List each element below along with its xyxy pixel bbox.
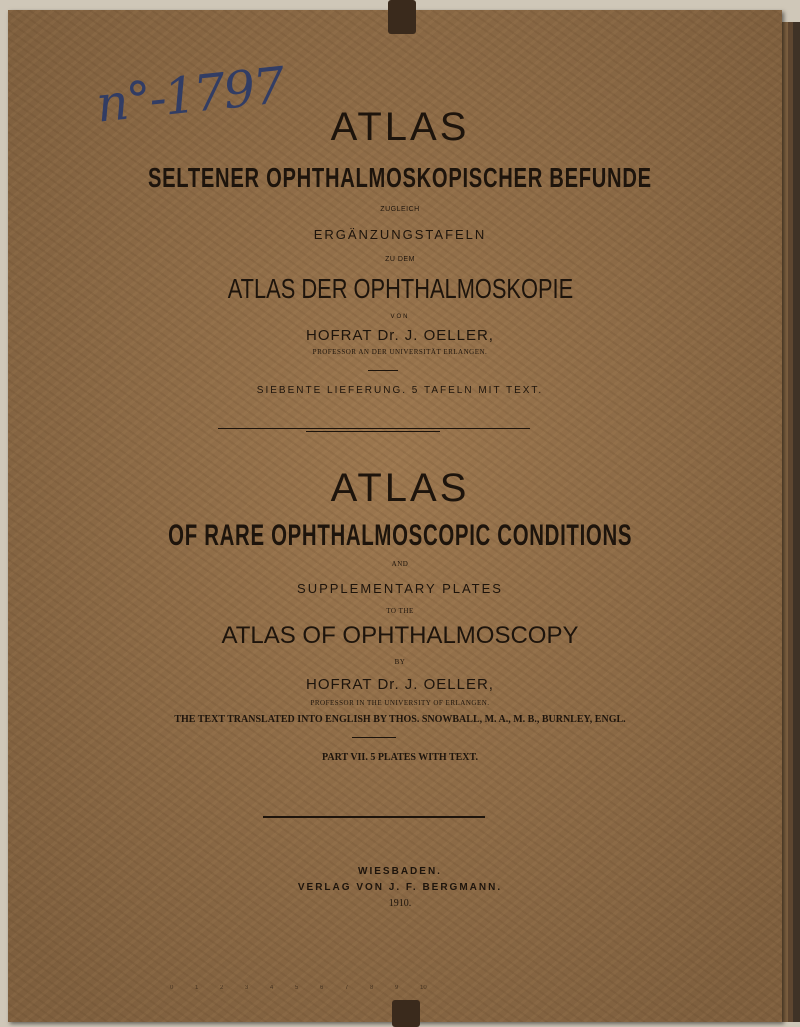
- english-title: OF RARE OPHTHALMOSCOPIC CONDITIONS: [168, 519, 632, 552]
- german-author: HOFRAT Dr. J. OELLER,: [306, 327, 494, 344]
- section-divider-inner: [306, 431, 440, 432]
- german-part: SIEBENTE LIEFERUNG. 5 TAFELN MIT TEXT.: [256, 385, 544, 396]
- english-to-the: TO THE: [386, 607, 414, 615]
- divider: [352, 737, 396, 738]
- measurement-scale: [170, 985, 445, 991]
- english-and: AND: [391, 560, 409, 568]
- imprint-publisher: VERLAG VON J. F. BERGMANN.: [297, 882, 503, 893]
- handwritten-catalog-number: n°-1797: [93, 56, 286, 134]
- german-subtitle: ATLAS DER OPHTHALMOSKOPIE: [227, 273, 573, 304]
- english-translation: THE TEXT TRANSLATED INTO ENGLISH BY THOS. SNOWBALL, M. A., M. B., BURNLEY, ENGL.: [174, 714, 626, 725]
- english-supplement: SUPPLEMENTARY PLATES: [297, 581, 503, 596]
- divider: [368, 370, 398, 371]
- english-title-wrap: [0, 519, 800, 553]
- section-divider: [218, 428, 530, 429]
- english-affiliation: PROFESSOR IN THE UNIVERSITY OF ERLANGEN.: [310, 699, 490, 707]
- scale-mark: 0: [170, 985, 174, 991]
- scale-mark: 3: [245, 985, 249, 991]
- scale-mark: 10: [420, 985, 427, 991]
- scale-mark: 1: [195, 985, 199, 991]
- german-zugleich: ZUGLEICH: [380, 206, 420, 213]
- scale-mark: 7: [345, 985, 349, 991]
- english-part: PART VII. 5 PLATES WITH TEXT.: [322, 752, 478, 763]
- scale-mark: 4: [270, 985, 274, 991]
- german-supplement: ERGÄNZUNGSTAFELN: [313, 227, 487, 242]
- german-title: SELTENER OPHTHALMOSKOPISCHER BEFUNDE: [148, 162, 652, 193]
- german-zu-dem: ZU DEM: [385, 256, 415, 263]
- english-author: HOFRAT Dr. J. OELLER,: [306, 676, 494, 693]
- scale-mark: 5: [295, 985, 299, 991]
- binding-ribbon-bottom: [392, 1000, 420, 1027]
- german-title-wrap: [0, 162, 800, 194]
- imprint-city: WIESBADEN.: [358, 866, 442, 877]
- scale-mark: 8: [370, 985, 374, 991]
- english-by: BY: [394, 658, 406, 666]
- binding-ribbon-top: [388, 0, 416, 34]
- scale-mark: 2: [220, 985, 224, 991]
- imprint-year: 1910.: [388, 898, 412, 909]
- german-subtitle-wrap: [0, 273, 800, 305]
- german-von: VON: [390, 314, 410, 320]
- german-affiliation: PROFESSOR AN DER UNIVERSITÄT ERLANGEN.: [312, 348, 488, 356]
- scale-mark: 9: [395, 985, 399, 991]
- english-subtitle: ATLAS OF OPHTHALMOSCOPY: [221, 622, 579, 649]
- english-atlas-heading: ATLAS: [330, 466, 470, 510]
- imprint-divider: [263, 816, 485, 818]
- german-atlas-heading: ATLAS: [330, 105, 470, 149]
- scale-mark: 6: [320, 985, 324, 991]
